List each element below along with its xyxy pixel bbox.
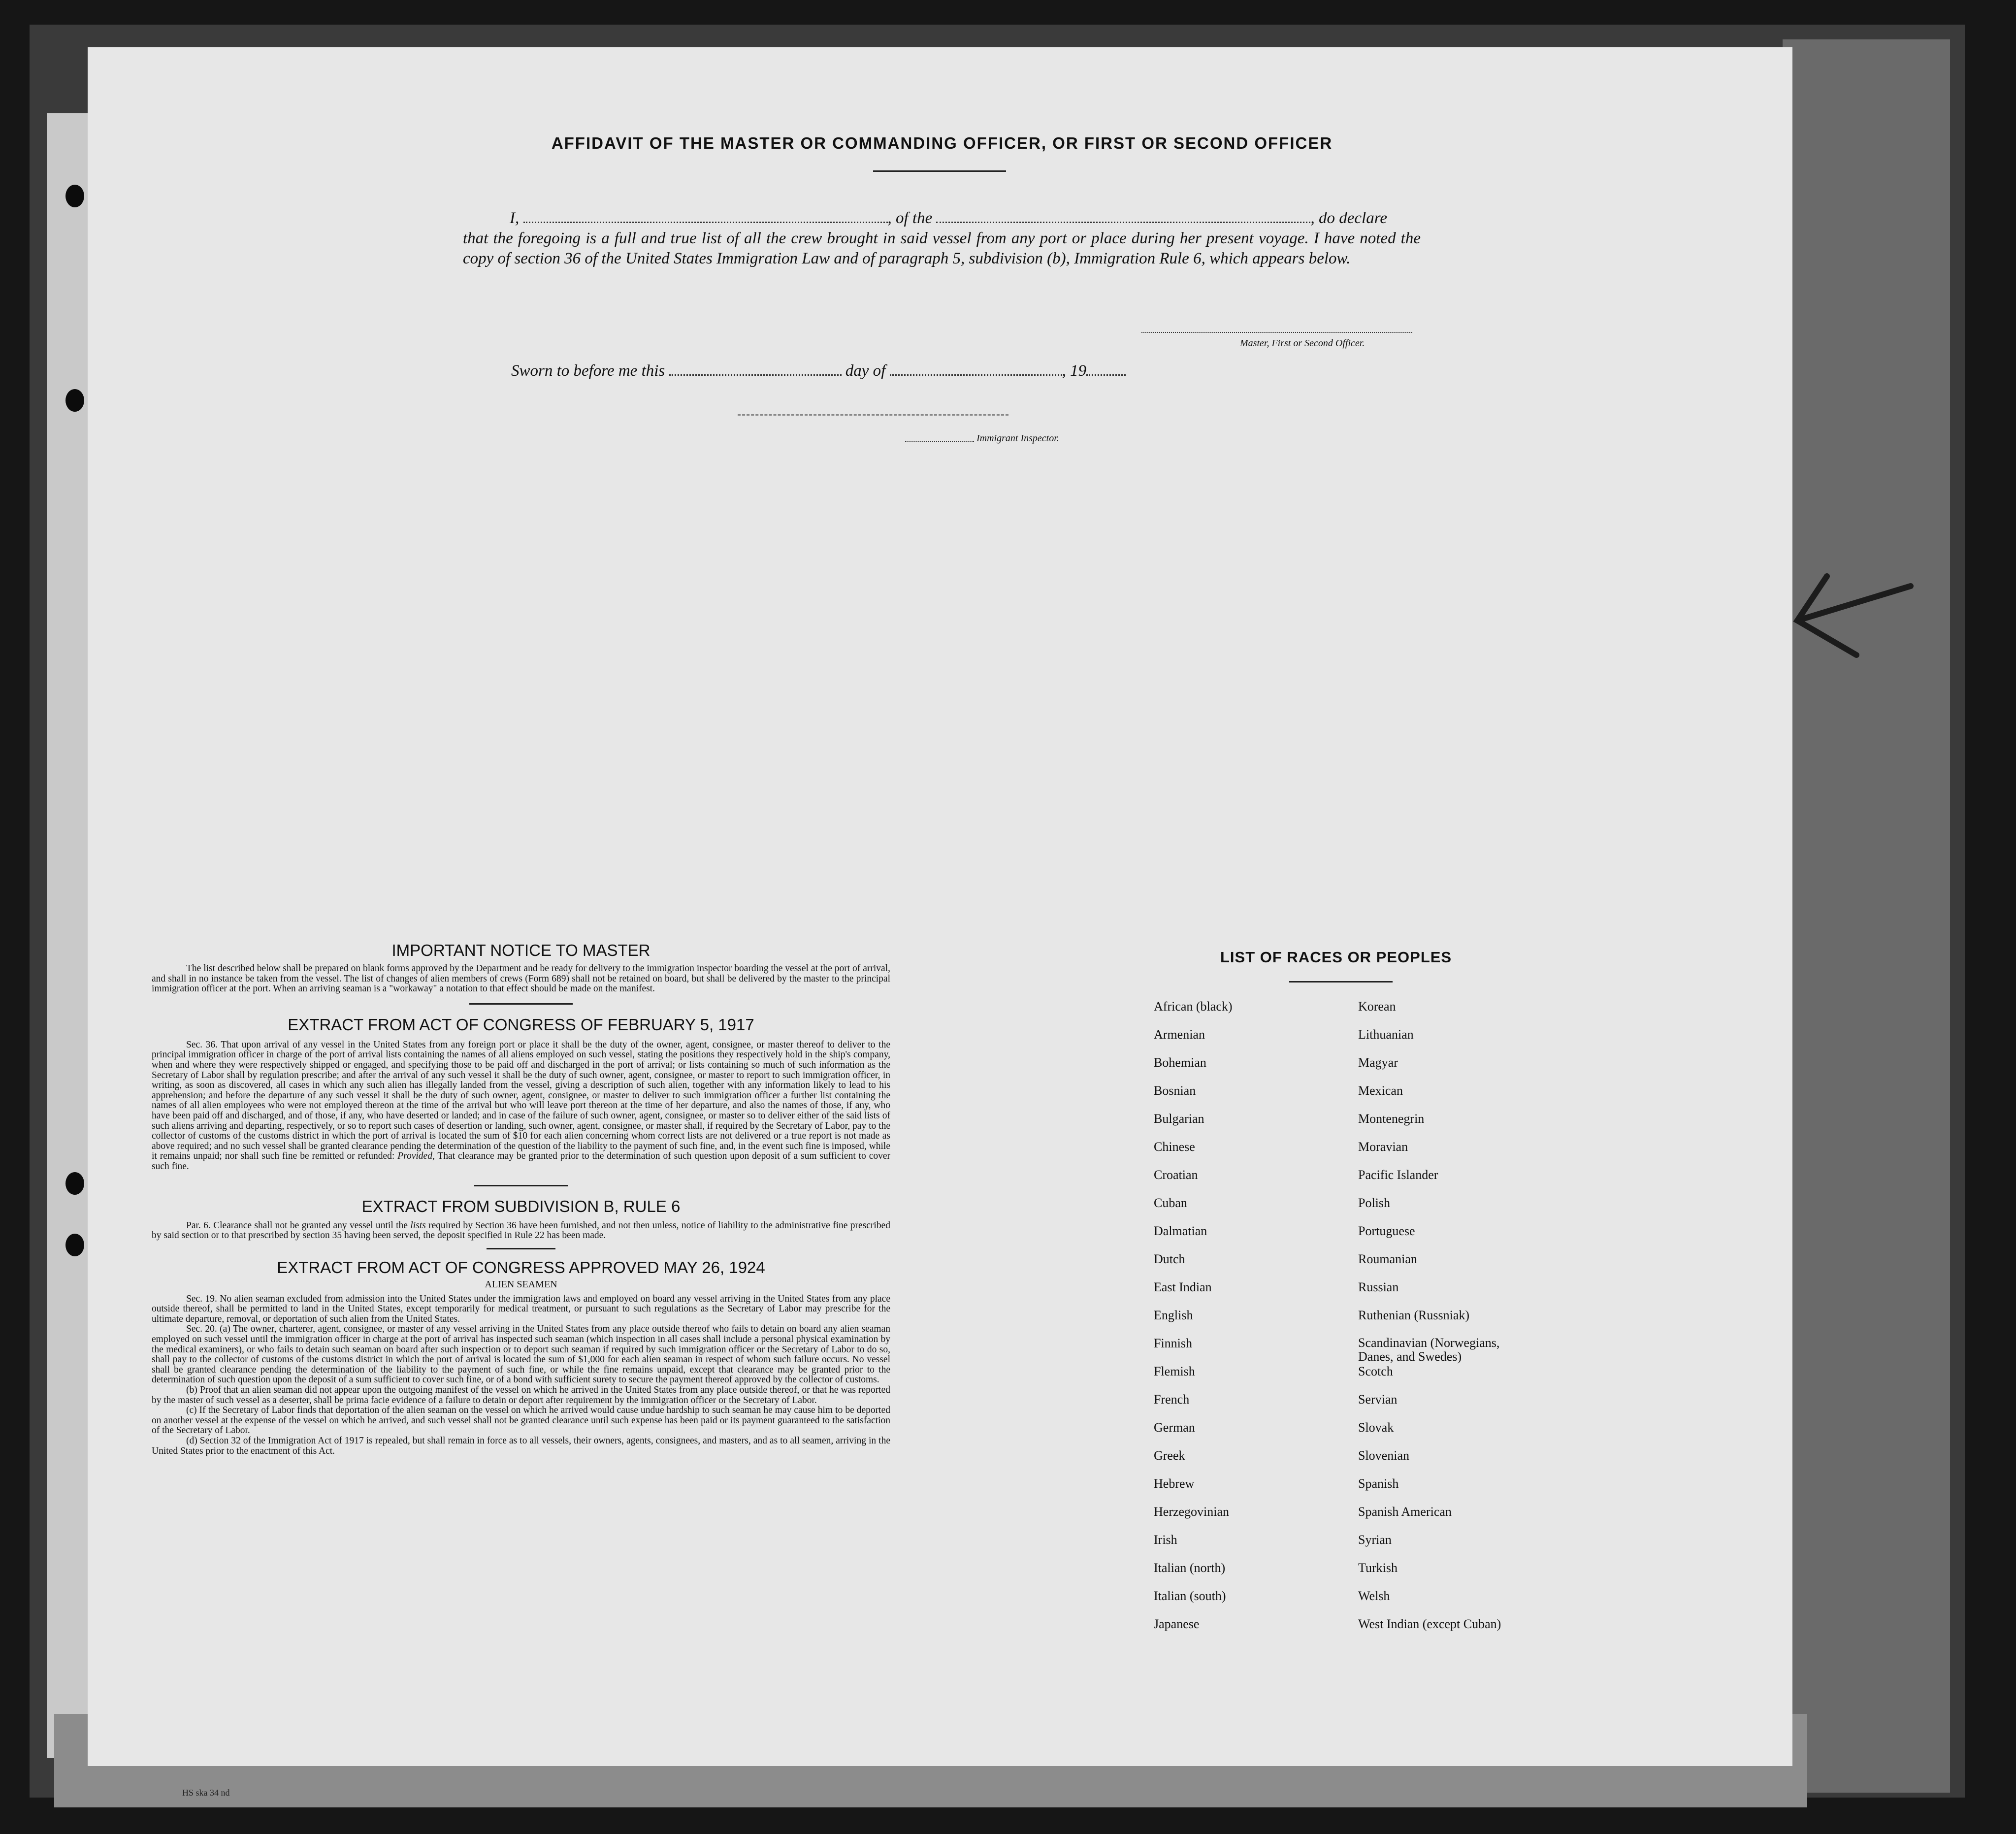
race-item: Italian (south) xyxy=(1154,1589,1226,1603)
sworn-day-blank[interactable] xyxy=(669,357,842,376)
i-prefix: I, xyxy=(510,209,520,227)
extract-1924-paragraph: (c) If the Secretary of Labor finds that deportation of the alien seaman on the vessel on which he arrived would cause undue hardship to such seaman he may cause him to be deported on another vessel at the expense of the vessel on which he arrived, and such vessel shall not be granted clearance until such expense has been paid or its payment guaranteed to the satisfaction of the Secretary of Labor. xyxy=(152,1405,890,1436)
race-item: Chinese xyxy=(1154,1140,1195,1154)
race-item: Slovenian xyxy=(1358,1448,1409,1463)
race-item: Bohemian xyxy=(1154,1055,1206,1070)
race-item: Mexican xyxy=(1358,1083,1403,1098)
race-item: Pacific Islander xyxy=(1358,1168,1438,1182)
race-item: French xyxy=(1154,1392,1190,1407)
extract-1924-paragraph: Sec. 19. No alien seaman excluded from admission into the United States under the immigration laws and employed on board any vessel arriving in the United States from any place outside thereof, shall be permitted to land in the United States, except temporarily for medical treatment, or pursuant to such regulations as the Secretary of Labor may prescribe for the ultimate departure, removal, or deportation of such alien from the United States. xyxy=(152,1293,890,1324)
race-item: Croatian xyxy=(1154,1168,1198,1182)
extract-1917-body xyxy=(152,1040,890,1172)
sworn-line xyxy=(511,357,1126,380)
extract-rule6-text: Par. 6. Clearance shall not be granted any vessel until the xyxy=(186,1220,408,1231)
binder-hole xyxy=(65,389,84,412)
race-item: Russian xyxy=(1358,1280,1399,1294)
extract-1917-proviso: Provided, xyxy=(397,1151,435,1162)
sworn-prefix: Sworn to before me this xyxy=(511,362,665,380)
race-item: Bosnian xyxy=(1154,1083,1196,1098)
race-item: Scandinavian (Norwegians, Danes, and Swedes) xyxy=(1358,1336,1500,1364)
races-right-column xyxy=(1358,999,1501,1645)
vessel-blank[interactable] xyxy=(936,204,1310,223)
inspector-dotted-line xyxy=(905,441,974,442)
race-item: Slovak xyxy=(1358,1420,1394,1435)
extract-1924-paragraph: (b) Proof that an alien seaman did not appear upon the outgoing manifest of the vessel on which he arrived in the United States from any place outside thereof, or that he was reported by the master of such vessel as a deserter, shall be prima facie evidence of a failure to detain or deport after requirement by the immigration officer or the Secretary of Labor. xyxy=(152,1385,890,1406)
races-left-column xyxy=(1154,999,1233,1645)
declaration-first-line xyxy=(463,204,1421,229)
day-of-label: day of xyxy=(845,362,886,380)
inspector-label: Immigrant Inspector. xyxy=(976,433,1059,444)
sworn-year-blank[interactable] xyxy=(1086,357,1126,376)
race-item: Servian xyxy=(1358,1392,1398,1407)
binder-hole xyxy=(65,1172,84,1195)
race-item: Scotch xyxy=(1358,1364,1393,1378)
extract-1924-paragraph: (d) Section 32 of the Immigration Act of 1917 is repealed, but shall remain in force as to all vessels, their owners, agents, consignees, and masters, and as to all seamen, arriving in the United States prior to the enactment of this Act. xyxy=(152,1436,890,1456)
race-item: Moravian xyxy=(1358,1140,1408,1154)
extract-rule6-body xyxy=(152,1221,890,1241)
race-item: Japanese xyxy=(1154,1617,1200,1631)
race-item: English xyxy=(1154,1308,1193,1322)
race-item: West Indian (except Cuban) xyxy=(1358,1617,1501,1631)
race-item: Roumanian xyxy=(1358,1252,1417,1266)
race-item: German xyxy=(1154,1420,1195,1435)
master-signature-line[interactable] xyxy=(1141,332,1412,333)
race-item: Dalmatian xyxy=(1154,1224,1207,1238)
race-item: Hebrew xyxy=(1154,1476,1195,1491)
race-item: Armenian xyxy=(1154,1027,1205,1042)
race-item: Spanish xyxy=(1358,1476,1399,1491)
race-item: Welsh xyxy=(1358,1589,1390,1603)
race-item: Lithuanian xyxy=(1358,1027,1414,1042)
race-item: Turkish xyxy=(1358,1561,1398,1575)
race-item: African (black) xyxy=(1154,999,1233,1014)
race-item: Italian (north) xyxy=(1154,1561,1226,1575)
extract-1924-title: EXTRACT FROM ACT OF CONGRESS APPROVED MAY 26, 1924 xyxy=(277,1258,765,1277)
race-item: Spanish American xyxy=(1358,1505,1452,1519)
pencil-check-mark xyxy=(1792,566,1920,675)
inspector-signature-line[interactable] xyxy=(738,414,1008,416)
extract-rule6-text-end: required by Section 36 have been furnished, and not then unless, notice of liability to the administrative fine prescribed by said section or to that prescribed by section 35 having been served, the deposit specified in Rule 22 has been made. xyxy=(152,1220,890,1241)
notice-divider xyxy=(469,1003,573,1005)
race-item: Ruthenian (Russniak) xyxy=(1358,1308,1470,1322)
race-item: Greek xyxy=(1154,1448,1185,1463)
notice-body: The list described below shall be prepared on blank forms approved by the Department and be ready for delivery to the immigration inspector boarding the vessel at the port of arrival, and shall in no instance be taken from the vessel. The list of changes of alien members of crews (Form 689) shall not be retained on board, but shall be delivered by the master to the principal immigration officer at the port. When an arriving seaman is a "workaway" a notation to that effect should be made on the manifest. xyxy=(152,963,890,994)
extract-1917-text-end: That clearance may be granted prior to the determination of such question upon deposit of a sum sufficient to cover such fine. xyxy=(152,1151,891,1172)
form-code: HS ska 34 nd xyxy=(182,1788,230,1798)
race-item: Syrian xyxy=(1358,1533,1392,1547)
race-item: Irish xyxy=(1154,1533,1177,1547)
binder-hole xyxy=(65,185,84,207)
race-item: Polish xyxy=(1358,1196,1391,1210)
extract-rule6-title: EXTRACT FROM SUBDIVISION B, RULE 6 xyxy=(361,1197,681,1215)
extract-1924-subtitle: ALIEN SEAMEN xyxy=(485,1278,557,1290)
declaration-text: that the foregoing is a full and true list of all the crew brought in said vessel from any port or place during her present voyage. I have noted the copy of section 36 of the United States Immigration Law and of paragraph 5, subdivision (b), Immigration Rule 6, which appears below. xyxy=(463,229,1421,267)
race-item: Portuguese xyxy=(1358,1224,1415,1238)
notice-title: IMPORTANT NOTICE TO MASTER xyxy=(391,941,650,959)
do-declare-label: , do declare xyxy=(1310,209,1387,227)
affidavit-declaration-block xyxy=(463,204,1421,269)
race-item: East Indian xyxy=(1154,1280,1212,1294)
sworn-month-blank[interactable] xyxy=(890,357,1062,376)
race-item: Herzegovinian xyxy=(1154,1505,1230,1519)
race-item: Korean xyxy=(1358,999,1396,1014)
extract-1917-divider xyxy=(474,1185,568,1186)
affidavit-title-rule xyxy=(873,170,1006,172)
race-item: Bulgarian xyxy=(1154,1112,1204,1126)
master-signature-label: Master, First or Second Officer. xyxy=(1240,338,1365,349)
extract-rule6-divider xyxy=(487,1248,555,1249)
extract-1917-text: Sec. 36. That upon arrival of any vessel in the United States from any foreign port or place it shall be the duty of the owner, agent, consignee, or master thereof to deliver to the principal immigration officer in charge of the port of arrival lists containing the names of all aliens employed on such vessel, stating the positions they respectively hold in the ship's company, when and where they were respectively shipped or engaged, and specifying those to be paid off and discharged in the port of arrival; or lists containing so much of such information as the Secretary of Labor shall by regulation prescribe; and after the arrival of any such vessel it shall be the duty of such owner, agent, consignee, or master to report to such immigration officer, in writing, as soon as discovered, all cases in which any such alien has illegally landed from the vessel, giving a description of such alien, together with any information likely to lead to his apprehension; and before the departure of any such vessel it shall be the duty of such owner, agent, consignee, or master to deliver to such immigration officer a further list containing the names of all alien employees who were not employed thereon at the time of the arrival but who will leave port thereon at the time of her departure, and also the names of those, if any, who have been paid off and discharged, and of those, if any, who have deserted or landed; and in case of the failure of such owner, agent, consignee, or master so to deliver either of the said lists of such aliens arriving and departing, respectively, or so to report such cases of desertion or landing, such owner, agent, consignee, or master shall, if required by the Secretary of Labor, pay to the collector of customs of the customs district in which the port of arrival is located the sum of $10 for each alien concerning whom correct lists are not delivered or a true report is not made as above required; and no such vessel shall be granted clearance pending the determination of the question of the liability to the payment of such fine, and, in the event such fine is imposed, while it remains unpaid; nor shall such fine be remitted or refunded: xyxy=(152,1039,890,1162)
race-item: Flemish xyxy=(1154,1364,1195,1378)
manifest-back-page xyxy=(88,47,1792,1766)
name-blank[interactable] xyxy=(523,204,888,223)
races-title: LIST OF RACES OR PEOPLES xyxy=(1220,949,1452,966)
race-item: Cuban xyxy=(1154,1196,1187,1210)
extract-1924-paragraph: Sec. 20. (a) The owner, charterer, agent, consignee, or master of any vessel arriving in the United States from any place outside thereof who fails to detain on board any alien seaman employed on such vessel until the immigration officer in charge at the port of arrival has inspected such seaman (which inspection in all cases shall include a personal physical examination by the medical examiners), or who fails to detain such seaman on board after such inspection or to deport such seaman if required by such immigration officer or the Secretary of Labor to do so, shall pay to the collector of customs of the customs district in which the port of arrival is located the sum of $1,000 for each alien seaman in respect of whom such failure occurs. No vessel shall be granted clearance pending the determination of the liability to the payment of such fine, or while the fine remains unpaid, except that clearance may be granted prior to the determination of such question upon the deposit of a sum sufficient to cover such fine, or of a bond with sufficient surety to secure the payment thereof approved by the collector of customs. xyxy=(152,1324,890,1385)
binder-hole xyxy=(65,1234,84,1256)
extract-rule6-lists: lists xyxy=(410,1220,426,1231)
back-sheet-edge xyxy=(1783,39,1950,1793)
races-title-rule xyxy=(1289,981,1393,982)
legal-column xyxy=(152,941,890,1456)
race-item: Finnish xyxy=(1154,1336,1193,1350)
race-item: Montenegrin xyxy=(1358,1112,1425,1126)
extract-1917-title: EXTRACT FROM ACT OF CONGRESS OF FEBRUARY 5, 1917 xyxy=(288,1015,754,1034)
year-prefix: , 19 xyxy=(1062,362,1087,380)
affidavit-title: AFFIDAVIT OF THE MASTER OR COMMANDING OFFICER, OR FIRST OR SECOND OFFICER xyxy=(551,134,1333,152)
of-the-label: , of the xyxy=(887,209,933,227)
race-item: Magyar xyxy=(1358,1055,1398,1070)
race-item: Dutch xyxy=(1154,1252,1185,1266)
